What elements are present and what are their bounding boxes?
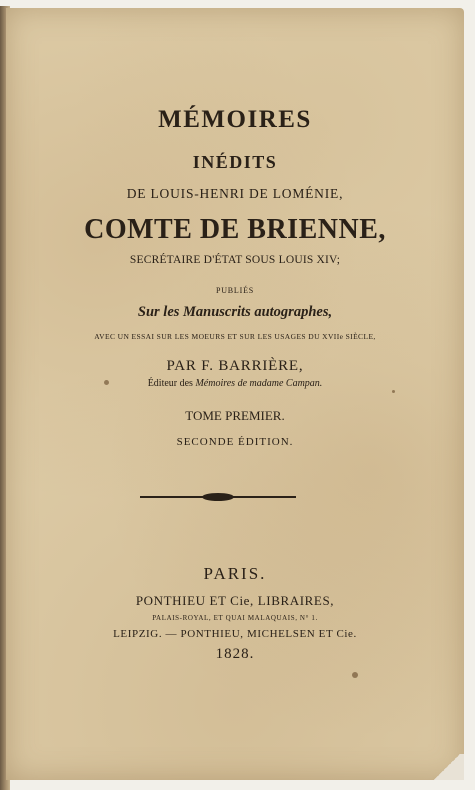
title-inedits: INÉDITS [192,152,278,172]
rule-ornament [202,493,234,501]
city-line: PARIS. [203,564,267,583]
manuscrits-line: Sur les Manuscrits autographes, [137,304,333,320]
publisher-line: PONTHIEU ET Cie, LIBRAIRES, [135,593,335,608]
edition-line: SECONDE ÉDITION. [176,436,294,448]
author-line: DE LOUIS-HENRI DE LOMÉNIE, [126,186,344,201]
foxing-spot [392,390,395,393]
editor-credit [6,378,464,389]
leipzig-line: LEIPZIG. — PONTHIEU, MICHELSEN ET Cie. [113,628,357,640]
foxing-spot [104,380,109,385]
year-line: 1828. [215,646,255,662]
page-corner-curl [430,754,464,780]
title-page [6,8,464,780]
editor-credit-work: Mémoires de madame Campan. [195,378,323,389]
title-memoires: MÉMOIRES [158,106,312,133]
foxing-spot [352,672,358,678]
tome-line: TOME PREMIER. [185,408,285,423]
editor-name: PAR F. BARRIÈRE, [166,358,304,374]
editor-credit-prefix: Éditeur des [147,378,196,389]
publies-line: PUBLIÉS [215,286,255,295]
essai-line: AVEC UN ESSAI SUR LES MOEURS ET SUR LES USAGES DU XVIIe SIÈCLE, [94,332,376,341]
title-comte: COMTE DE BRIENNE, [84,214,386,245]
address-line: PALAIS-ROYAL, ET QUAI MALAQUAIS, N° 1. [152,614,318,622]
secretary-line: SECRÉTAIRE D'ÉTAT SOUS LOUIS XIV; [129,254,341,266]
